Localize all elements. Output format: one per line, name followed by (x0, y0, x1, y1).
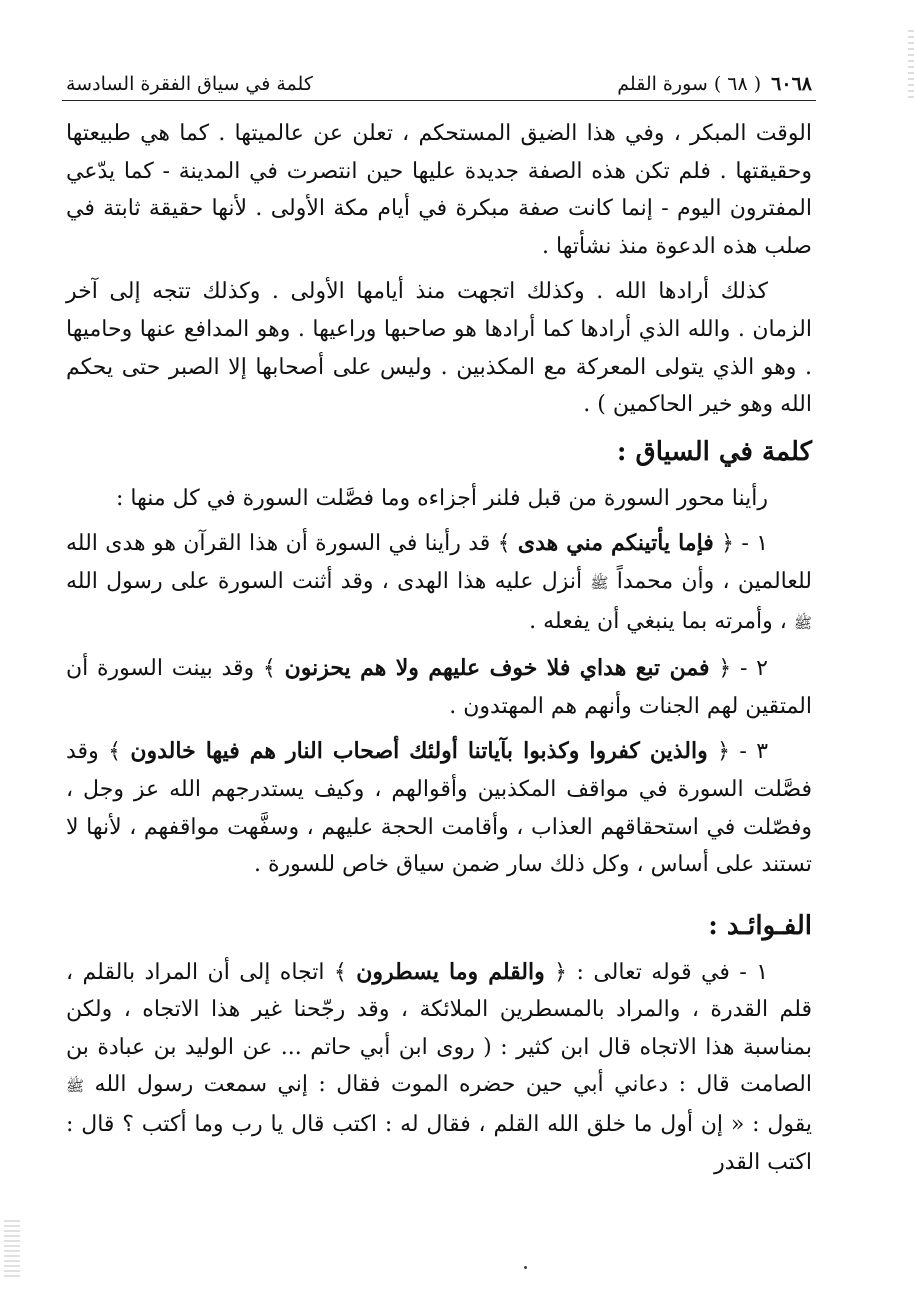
page-number: ٦٠٦٨ (771, 73, 812, 96)
verse-close-bracket: ﴾ (262, 656, 276, 682)
book-page (62, 58, 816, 1189)
page-speck (524, 1266, 527, 1269)
item-text: أنزل عليه هذا الهدى ، وقد أثنت السورة على رسول الله (66, 568, 583, 594)
item-text: وقد بينت السورة أن المتقين لهم الجنات وأنهم هم المهتدون . (66, 656, 812, 719)
item-number: ٣ - (739, 739, 769, 765)
quran-verse: والقلم وما يسطرون (356, 958, 545, 985)
item-text: في قوله تعالى : (576, 959, 730, 985)
item-number: ١ - (739, 959, 769, 985)
quran-verse: والذين كفروا وكذبوا بآياتنا أولئك أصحاب النار هم فيها خالدون (130, 738, 708, 765)
honorific-glyph: ﷺ (793, 613, 812, 632)
verse-open-bracket: ﴿ (718, 656, 732, 682)
item-text: اتجاه إلى أن المراد بالقلم ، قلم القدرة ، والمراد بالمسطرين الملائكة ، وقد رجّحنا غير هذا الاتجاه ، ولكن بمناسبة هذا الاتجاه قال ابن كثير : ( روى ابن أبي حاتم ... عن الوليد بن عبادة بن الصامت قال : دعاني أبي حين حضره الموت فقال : إني سمعت رسول الله (66, 959, 812, 1098)
running-header (62, 58, 816, 100)
section-heading: كلمة في السياق : (616, 436, 812, 467)
scan-edge-mark (4, 1220, 20, 1280)
honorific-glyph: ﷺ (66, 1077, 85, 1096)
list-item (66, 954, 812, 1182)
section-lead: رأينا محور السورة من قبل فلنر أجزاءه وما فصَّلت السورة في كل منها : (115, 485, 768, 511)
verse-open-bracket: ﴿ (717, 739, 730, 765)
verse-close-bracket: ﴾ (108, 739, 121, 765)
item-text: قد رأينا في السورة أن هذا القرآن هو هدى الله للعالمين ، وأن محمداً (66, 531, 812, 594)
paragraph: كذلك أرادها الله . وكذلك اتجهت منذ أيامها الأولى . وكذلك تتجه إلى آخر الزمان . والله الذي أرادها كما أرادها هو صاحبها وراعيها . وهو المدافع عنها وحاميها . وهو الذي يتولى المعركة مع المكذبين . وليس على أصحابها إلا الصبر حتى يحكم الله وهو خير الحاكمين ) . (66, 279, 812, 418)
header-rule (62, 100, 816, 101)
list-item (66, 525, 812, 642)
surah-title: ( ٦٨ ) سورة القلم (617, 73, 762, 96)
item-text: ، وأمرته بما ينبغي أن يفعله . (529, 608, 787, 634)
header-right (617, 73, 812, 96)
page-body (62, 115, 816, 1181)
quran-verse: فإما يأتينكم مني هدى (517, 530, 714, 557)
verse-close-bracket: ﴾ (497, 531, 511, 557)
list-item (66, 650, 812, 725)
verse-open-bracket: ﴿ (721, 531, 735, 557)
verse-close-bracket: ﴾ (333, 959, 347, 985)
item-text: يقول : « إن أول ما خلق الله القلم ، فقال له : اكتب قال يا رب وما أكتب ؟ قال : اكتب القدر (66, 1112, 812, 1175)
list-item (66, 733, 812, 883)
honorific-glyph: ﷺ (590, 573, 609, 592)
quran-verse: فمن تبع هداي فلا خوف عليهم ولا هم يحزنون (284, 655, 710, 682)
item-number: ٢ - (739, 656, 768, 682)
section-title: كلمة في سياق الفقرة السادسة (66, 73, 313, 96)
scan-edge-mark (908, 30, 914, 100)
verse-open-bracket: ﴿ (554, 959, 568, 985)
paragraph: الوقت المبكر ، وفي هذا الضيق المستحكم ، تعلن عن عالميتها . كما هي طبيعتها وحقيقتها . فلم تكن هذه الصفة جديدة عليها حين انتصرت في المدينة - كما يدّعي المفترون اليوم - إنما كانت صفة مبكرة في أيام مكة الأولى . لأنها حقيقة ثابتة في صلب هذه الدعوة منذ نشأتها . (66, 121, 813, 259)
item-number: ١ - (741, 531, 769, 557)
section-heading: الفـوائـد : (708, 910, 812, 941)
item-text: وقد فصَّلت السورة في مواقف المكذبين وأقوالهم ، وكيف يستدرجهم الله عز وجل ، وفصّلت في استحقاقهم العذاب ، وأقامت الحجة عليهم ، وسفَّهت مواقفهم ، لأنها لا تستند على أساس ، وكل ذلك سار ضمن سياق خاص للسورة . (66, 739, 812, 878)
